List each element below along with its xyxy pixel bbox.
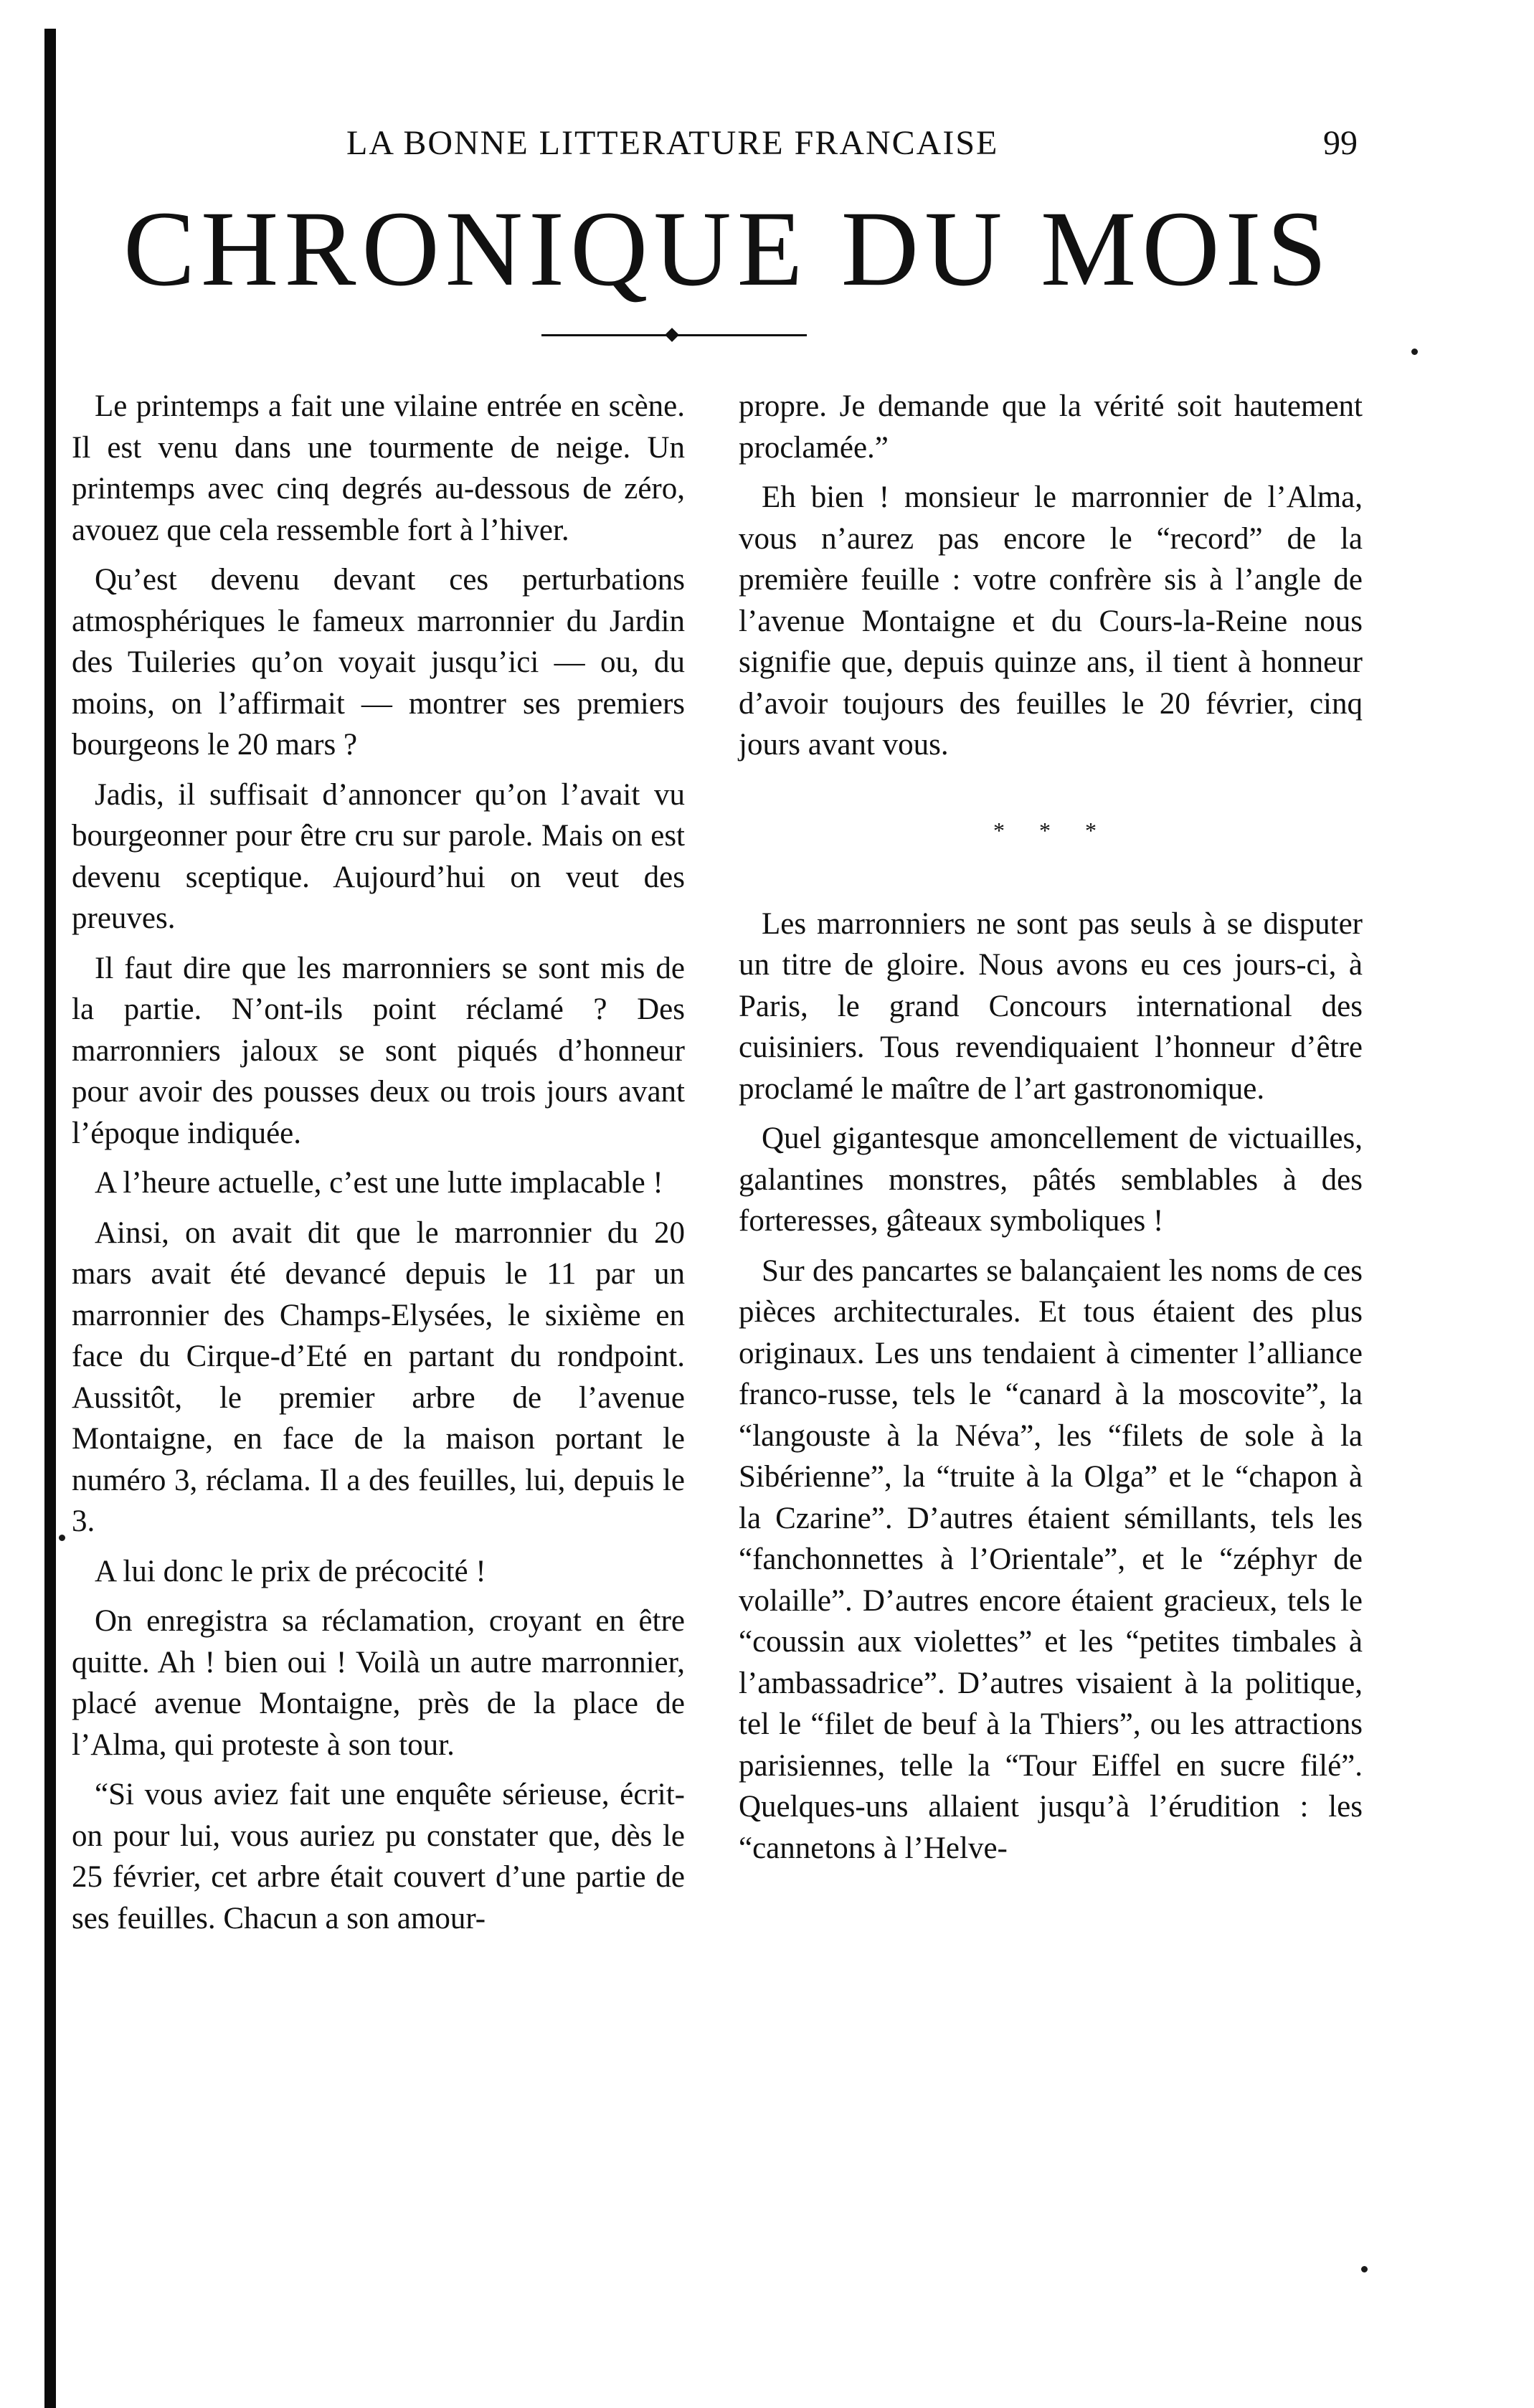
running-title: LA BONNE LITTERATURE FRANCAISE bbox=[346, 124, 999, 162]
paragraph: Sur des pancartes se balançaient les noms de ces pièces architecturales. Et tous étaient des plus originaux. Les uns tendaient à cimenter l’alliance franco-russe, tels le “canard à la moscovite”, la “langouste à la Néva”, les “filets de sole à la Sibérienne”, la “truite à la Olga” et le “chapon à la Czarine”. D’autres étaient sémillants, tels les “fanchonnettes à l’Orientale”, et le “zéphyr de volaille”. D’autres encore étaient gracieux, tels le “coussin aux violettes” et les “petites timbales à l’ambassadrice”. D’autres visaient à la politique, tel le “filet de beuf à la Thiers”, ou les attractions parisiennes, telle la “Tour Eiffel en sucre filé”. Quelques-uns allaient jusqu’à l’érudition : les “cannetons à l’Helve- bbox=[739, 1253, 1363, 1865]
ornament-diamond bbox=[665, 328, 679, 342]
print-speck bbox=[1411, 349, 1418, 355]
section-break bbox=[739, 774, 1363, 904]
title-ornament bbox=[541, 330, 807, 340]
paragraph: Ainsi, on avait dit que le marronnier du 20 mars avait été devancé depuis le 11 par un marronnier des Champs-Elysées, le sixième en face du Cirque-d’Eté en partant du rondpoint. Aussitôt, le premier arbre de l’avenue Montaigne, en face de la maison portant le numéro 3, réclama. Il a des feuilles, lui, depuis le 3. bbox=[72, 1215, 685, 1538]
page-number: 99 bbox=[1323, 124, 1358, 162]
paragraph: Il faut dire que les marronniers se sont mis de la partie. N’ont-ils point réclamé ? Des marronniers jaloux se sont piqués d’honneur pour avoir des pousses deux ou trois jours avant l’époque indiquée. bbox=[72, 951, 685, 1150]
paragraph: Le printemps a fait une vilaine entrée en scène. Il est venu dans une tourmente de neige. Un printemps avec cinq degrés au-dessous de zéro, avouez que cela ressemble fort à l’hiver. bbox=[72, 389, 685, 547]
paragraph: Qu’est devenu devant ces perturbations atmosphériques le fameux marronnier du Jardin des Tuileries qu’on voyait jusqu’ici — ou, du moins, on l’affirmait — montrer ses premiers bourgeons le 20 mars ? bbox=[72, 563, 685, 762]
paragraph: Quel gigantesque amoncellement de victuailles, galantines monstres, pâtés semblables à des forteresses, gâteaux symboliques ! bbox=[739, 1122, 1363, 1238]
asterism-stars: * * * bbox=[993, 817, 1111, 843]
paragraph: “Si vous aviez fait une enquête sérieuse, écrit-on pour lui, vous auriez pu constater que, dès le 25 février, cet arbre était couvert d’une partie de ses feuilles. Chacun a son amour- bbox=[72, 1778, 685, 1935]
paragraph-continued: propre. Je demande que la vérité soit hautement proclamée.” bbox=[739, 389, 1363, 465]
paragraph: Les marronniers ne sont pas seuls à se disputer un titre de gloire. Nous avons eu ces jours-ci, à Paris, le grand Concours international des cuisiniers. Tous revendiquaient l’honneur d’être proclamé le maître de l’art gastronomique. bbox=[739, 906, 1363, 1106]
left-column bbox=[72, 386, 685, 1948]
paragraph: A lui donc le prix de précocité ! bbox=[95, 1554, 486, 1588]
paragraph: Eh bien ! monsieur le marronnier de l’Alma, vous n’aurez pas encore le “record” de la première feuille : votre confrère sis à l’angle de l’avenue Montaigne et du Cours-la-Reine nous signifie que, depuis quinze ans, il tient à honneur d’avoir toujours des feuilles le 20 février, cinq jours avant vous. bbox=[739, 480, 1363, 762]
article-title: CHRONIQUE DU MOIS bbox=[123, 189, 1333, 308]
paragraph: Jadis, il suffisait d’annoncer qu’on l’avait vu bourgeonner pour être cru sur parole. Mais on est devenu sceptique. Aujourd’hui on veut des preuves. bbox=[72, 777, 685, 935]
right-column bbox=[739, 386, 1363, 1877]
running-header bbox=[0, 122, 1534, 172]
print-speck bbox=[59, 1535, 65, 1541]
paragraph: A l’heure actuelle, c’est une lutte implacable ! bbox=[95, 1166, 663, 1200]
page-binding-bar bbox=[44, 29, 56, 2408]
paragraph: On enregistra sa réclamation, croyant en être quitte. Ah ! bien oui ! Voilà un autre marronnier, placé avenue Montaigne, près de la place de l’Alma, qui proteste à son tour. bbox=[72, 1604, 685, 1762]
print-speck bbox=[1361, 2266, 1368, 2272]
